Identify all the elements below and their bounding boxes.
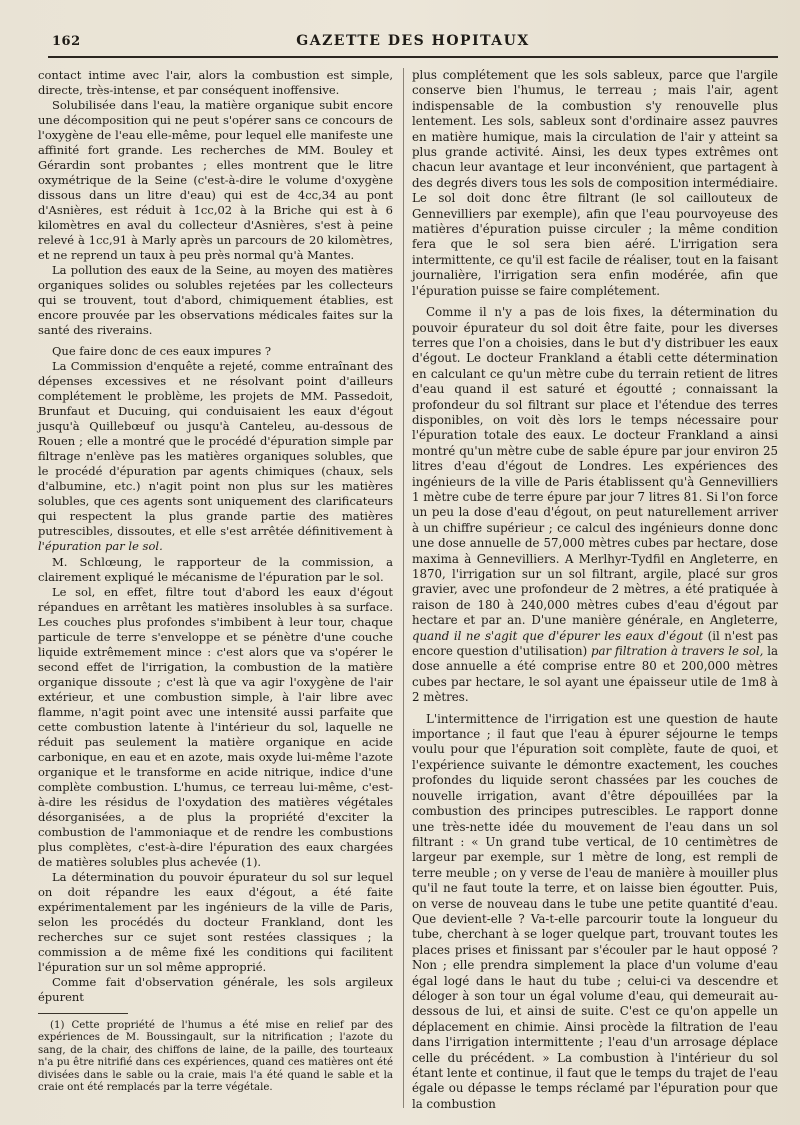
- emphasis-text: par filtration à travers le sol,: [590, 644, 764, 659]
- paragraph: La pollution des eaux de la Seine, au moyen des matières organiques solides ou solubles rejetées par les collecteurs qui se trouvent, tout d'abord, chimiquement établies, est encore prouvée par les observations médicales faites sur la santé des riverains.: [38, 263, 393, 338]
- paragraph: Solubilisée dans l'eau, la matière organique subit encore une décomposition qui ne peut s'opérer sans ce concours de l'oxygène de l'eau elle-même, pour lequel elle manifeste une affinité fort grande. Les recherches de MM. Bouley et Gérardin sont probantes ; elles montrent que le litre oxymétrique de la Seine (c'est-à-dire le volume d'oxygène dissous dans un litre d'eau) qui est de 4cc,34 au pont d'Asnières, est réduit à 1cc,02 à la Briche qui est à 6 kilomètres en aval du collecteur d'Asnières, s'est à peine relevé à 1cc,91 à Marly après un parcours de 20 kilomètres, et ne reprend un taux à peu près normal qu'à Mantes.: [38, 98, 393, 263]
- publication-title: GAZETTE DES HOPITAUX: [296, 33, 530, 49]
- footnote-divider: [38, 1013, 128, 1014]
- emphasis-text: l'épuration par le sol.: [38, 539, 163, 554]
- paragraph: M. Schlœung, le rapporteur de la commission, a clairement expliqué le mécanisme de l'épuration par le sol.: [38, 554, 393, 584]
- paragraph: [412, 305, 778, 706]
- column-divider: [403, 68, 404, 1108]
- page-header: [48, 30, 778, 58]
- paragraph: L'intermittence de l'irrigation est une question de haute importance ; il faut que l'eau à épurer séjourne le temps voulu pour que l'épuration soit complète, faute de quoi, et l'expérience suivante le démontre exactement, les couches profondes du liquide seront chassées par les couches de nouvelle irrigation, avant d'être dépouillées par la combustion des principes putrescibles. Le rapport donne une très-nette idée du mouvement de l'eau dans un sol filtrant : « Un grand tube vertical, de 10 centimètres de largeur par exemple, sur 1 mètre de long, est rempli de terre meuble ; on y verse de l'eau de manière à mouiller plus qu'il ne faut toute la terre, et on laisse bien égoutter. Puis, on verse de nouveau dans le tube une petite quantité d'eau. Que devient-elle ? Va-t-elle parcourir toute la longueur du tube, cherchant à se loger quelque part, trouvant toutes les places prises et finissant par s'écouler par le haut opposé ? Non ; elle prendra simplement la place d'un volume d'eau égal logé dans le haut du tube ; celui-ci va descendre et déloger à son tour un égal volume d'eau, qui demeurait au-dessous de lui, et ainsi de suite. C'est ce qu'on appelle un déplacement en chimie. Ainsi procède la filtration de l'eau dans l'irrigation intermittente ; l'eau d'un arrosage déplace celle du précédent. » La combustion à l'intérieur du sol étant lente et continue, il faut que le temps du trajet de l'eau égale ou dépasse le temps réclamé par l'épuration pour que la combustion: [412, 711, 778, 1111]
- emphasis-text: quand il ne s'agit que d'épurer les eaux d'égout: [412, 628, 704, 643]
- paragraph: contact intime avec l'air, alors la combustion est simple, directe, très-intense, et par conséquent inoffensive.: [38, 68, 393, 98]
- paragraph: Le sol, en effet, filtre tout d'abord les eaux d'égout répandues en arrêtant les matières insolubles à sa surface. Les couches plus profondes s'imbibent à leur tour, chaque particule de terre s'enveloppe et se pénètre d'une couche liquide extrêmement mince : c'est alors que va s'opérer le second effet de l'irrigation, la combustion de la matière organique dissoute ; c'est là que va agir l'oxygène de l'air extérieur, et une combustion simple, à l'air libre avec flamme, n'agit point avec une intensité aussi parfaite que cette combustion latente à l'intérieur du sol, laquelle ne réduit pas seulement la matière organique en acide carbonique, en eau et en azote, mais oxyde lui-même l'azote organique et le transforme en acide nitrique, indice d'une complète combustion. L'humus, ce terreau lui-même, c'est-à-dire les résidus de l'oxydation des matières végétales désorganisées, a de plus la propriété d'exciter la combustion de l'ammoniaque et de rendre les combustions plus complètes, c'est-à-dire l'épuration des eaux chargées de matières solubles plus achevée (1).: [38, 584, 393, 869]
- paragraph: [38, 359, 393, 554]
- paragraph: plus complétement que les sols sableux, parce que l'argile conserve bien l'humus, le terreau ; mais l'air, agent indispensable de la combustion s'y renouvelle plus lentement. Les sols, sableux sont d'ordinaire assez pauvres en matière humique, mais la circulation de l'air y atteint sa plus grande activité. Ainsi, les deux types extrêmes ont chacun leur avantage et leur inconvénient, que partagent à des degrés divers tous les sols de composition intermédiaire. Le sol doit donc être filtrant (le sol caillouteux de Gennevilliers par exemple), afin que l'eau pourvoyeuse des matières d'épuration puisse circuler ; la même condition fera que le sol sera bien aéré. L'irrigation sera intermittente, ce qu'il est facile de réaliser, tout en la faisant journalière, l'irrigation sera enfin modérée, afin que l'épuration puisse se faire complétement.: [412, 68, 778, 298]
- paragraph-text: La Commission d'enquête a rejeté, comme entraînant des dépenses excessives et ne résolvant point d'ailleurs complétement le problème, les projets de MM. Passedoit, Brunfaut et Ducuing, qui conduisaient les eaux d'égout jusqu'à Quillebœuf ou jusqu'à Canteleu, au-dessous de Rouen ; elle a montré que le procédé d'épuration simple par filtrage n'enlève pas les matières organiques solubles, que le procédé d'épuration par agents chimiques (chaux, sels d'albumine, etc.) n'agit point non plus sur les matières solubles, que ces agents sont uniquement des clarificateurs qui respectent la plus grande partie des matières putrescibles, dissoutes, et elle s'est arrêtée définitivement à: [38, 359, 393, 539]
- paragraph-text: la dose annuelle a été comprise entre 80 et 200,000 mètres cubes par hectare, le sol ayant une épaisseur utile de 1m8 à 2 mètres.: [412, 644, 778, 705]
- footnote: (1) Cette propriété de l'humus a été mise en relief par des expériences de M. Boussingault, sur la nitrification ; l'azote du sang, de la chair, des chiffons de laine, de la paille, des tourteaux n'a pu être nitrifié dans ces expériences, quand ces matières ont été divisées dans le sable ou la craie, mais l'a été quand le sable et la craie ont été remplacés par la terre végétale.: [38, 1019, 393, 1093]
- left-column: [38, 68, 393, 1113]
- paragraph: Que faire donc de ces eaux impures ?: [52, 344, 272, 359]
- paragraph-text: Comme il n'y a pas de lois fixes, la détermination du pouvoir épurateur du sol doit être faite, pour les diverses terres que l'on a choisies, dans le but d'y distribuer les eaux d'égout. Le docteur Frankland a établi cette détermination en calculant ce qu'un mètre cube du terrain retient de litres d'eau quand il est saturé et égoutté ; connaissant la profondeur du sol filtrant sur place et l'étendue des terres disponibles, on voit dès lors le temps nécessaire pour l'épuration totale des eaux. Le docteur Frankland a ainsi montré qu'un mètre cube de sable épure par jour environ 25 litres d'eau d'égout de Londres. Les expériences des ingénieurs de la ville de Paris établissent qu'à Gennevilliers 1 mètre cube de terre épure par jour 7 litres 81. Si l'on force un peu la dose d'eau d'égout, on peut naturellement arriver à un chiffre supérieur ; ce calcul des ingénieurs donne donc une dose annuelle de 57,000 mètres cubes par hectare, dose maxima à Gennevilliers. A Merlhyr-Tydfil en Angleterre, en 1870, l'irrigation sur un sol filtrant, argile, placé sur gros gravier, avec une profondeur de 2 mètres, a été pratiquée à raison de 180 à 240,000 mètres cubes d'eau d'égout par hectare et par an. D'une manière générale, en Angleterre,: [412, 305, 778, 628]
- right-column: [412, 68, 778, 1113]
- page-number: 162: [52, 34, 81, 49]
- paragraph: Comme fait d'observation générale, les sols argileux épurent: [38, 974, 393, 1004]
- paragraph: La détermination du pouvoir épurateur du sol sur lequel on doit répandre les eaux d'égout, a été faite expérimentalement par les ingénieurs de la ville de Paris, selon les procédés du docteur Frankland, dont les recherches sur ce sujet sont restées classiques ; la commission a de même fixé les conditions qui facilitent l'épuration sur un sol même approprié.: [38, 869, 393, 974]
- paragraph-text: (il n'est pas encore question d'utilisation): [412, 628, 779, 659]
